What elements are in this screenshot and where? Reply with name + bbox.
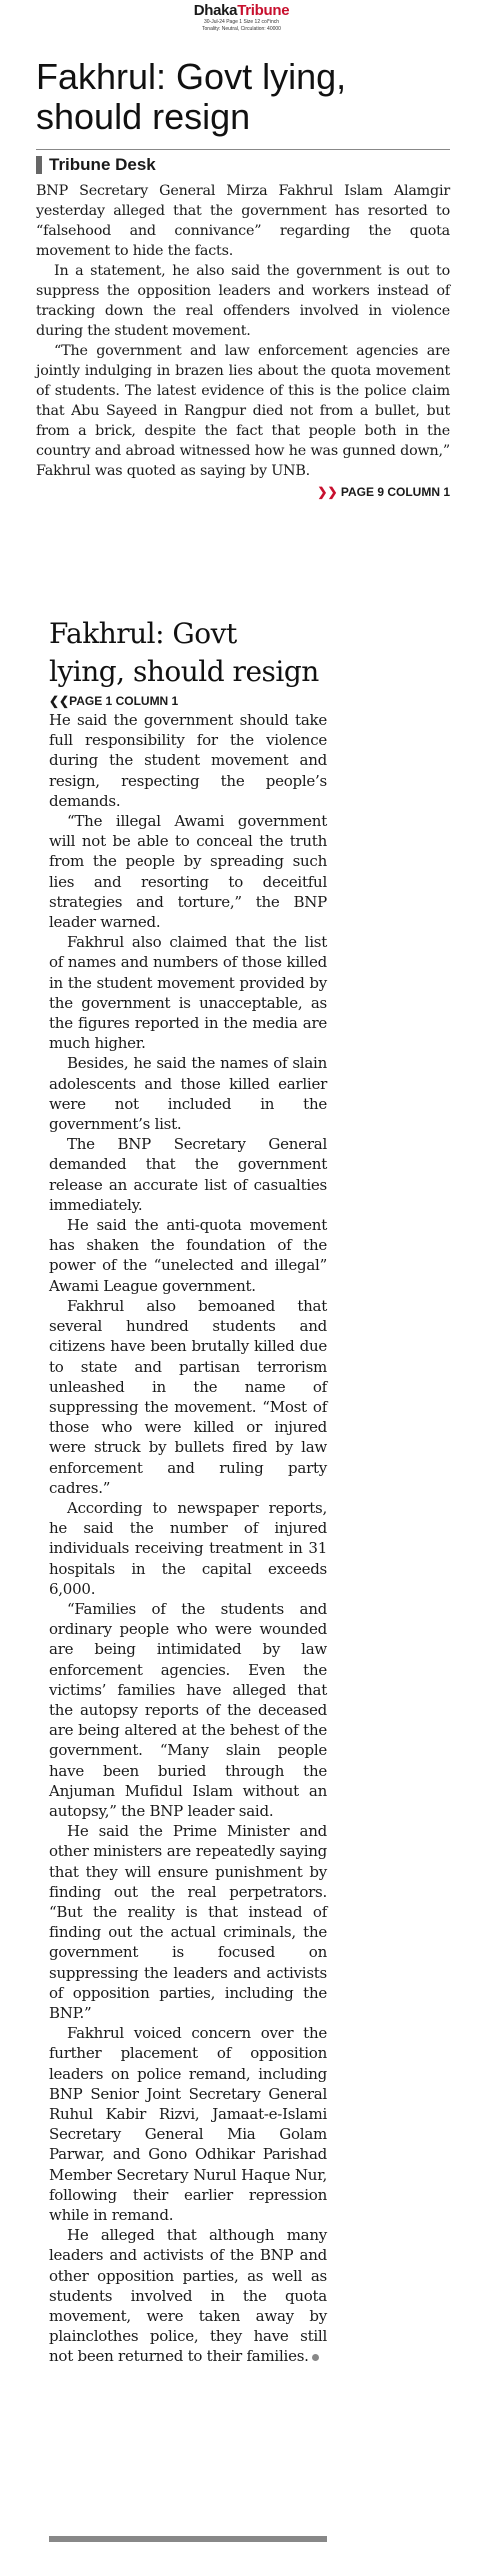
- article-front-page: [36, 57, 450, 499]
- article-paragraph: In a statement, he also said the government is out to suppress the opposition leaders and workers instead of tracking down the real offenders involved in violence during the student movement.: [36, 263, 450, 339]
- article-paragraph: He said the government should take full responsibility for the violence during the student movement and resign, respecting the people’s demands.: [49, 711, 327, 810]
- article-paragraph: BNP Secretary General Mirza Fakhrul Islam Alamgir yesterday alleged that the government has resorted to “falsehood and connivance” regarding the quota movement to hide the facts.: [36, 183, 450, 259]
- last-paragraph-text: He alleged that although many leaders and activists of the BNP and other opposition parties, as well as students involved in the quota movement, were taken away by plainclothes police, they have still not been returned to their families.: [49, 2226, 327, 2366]
- chevron-right-icon: ❯❯: [317, 485, 338, 499]
- article-paragraph: Besides, he said the names of slain adolescents and those killed earlier were not included in the government’s list.: [49, 1054, 327, 1134]
- clip-meta-line-1: 30-Jul-24 Page 1 Size 12 col*inch: [203, 19, 280, 25]
- article-paragraph: According to newspaper reports, he said the number of injured individuals receiving treatment in 31 hospitals in the capital exceeds 6,000.: [49, 1498, 327, 1598]
- continuation-headline-line-1: Fakhrul: Govt: [49, 617, 237, 650]
- article-paragraph: He said the anti-quota movement has shaken the foundation of the power of the “unelected and illegal” Awami League government.: [49, 1216, 327, 1295]
- article-paragraph: “The government and law enforcement agencies are jointly indulging in brazen lies about the quota movement of students. The latest evidence of this is the police claim that Abu Sayeed in Rangpur died not from a bullet, but from a brick, despite the fact that people both in the country and abroad witnessed how he was gunned down,” Fakhrul was quoted as saying by UNB.: [36, 343, 450, 479]
- headline-line-2: should resign: [36, 96, 251, 137]
- masthead: [0, 0, 483, 33]
- article-continuation: [49, 615, 327, 2367]
- continued-on-label: PAGE 9 COLUMN 1: [340, 485, 450, 499]
- article-paragraph: Fakhrul voiced concern over the further placement of opposition leaders on police remand, including BNP Senior Joint Secretary General Ruhul Kabir Rizvi, Jamaat-e-Islami Secretary General Mia Golam Parwar, and Gono Odhikar Parishad Member Secretary Nurul Haque Nur, following their earlier repression while in remand.: [49, 2024, 327, 2225]
- newspaper-logo: [0, 2, 483, 19]
- continued-from-label: PAGE 1 COLUMN 1: [69, 694, 179, 708]
- byline-name: Tribune Desk: [49, 155, 156, 174]
- article-paragraph: [49, 2225, 327, 2366]
- byline-bar: [36, 156, 42, 174]
- continued-from: [49, 694, 327, 708]
- headline-divider: [36, 149, 450, 150]
- article-paragraph: Fakhrul also claimed that the list of names and numbers of those killed in the student movement provided by the government is unacceptable, as the figures reported in the media are much higher.: [49, 933, 327, 1053]
- end-mark-icon: [312, 2354, 319, 2361]
- bottom-rule: [49, 2536, 327, 2542]
- chevron-left-icon: ❮❮: [49, 694, 70, 708]
- byline: [36, 155, 450, 175]
- article-paragraph: Fakhrul also bemoaned that several hundred students and citizens have been brutally killed due to state and partisan terrorism unleashed in the name of suppressing the movement. “Most of those who were killed or injured were struck by bullets fired by law enforcement and ruling party cadres.”: [49, 1296, 327, 1497]
- logo-dhaka: Dhaka: [193, 2, 238, 19]
- logo-tribune: Tribune: [237, 2, 290, 19]
- continued-on: [36, 485, 450, 499]
- continuation-headline-line-2: lying, should resign: [49, 655, 319, 688]
- article-paragraph: He said the Prime Minister and other ministers are repeatedly saying that they will ensure punishment by finding out the real perpetrators. “But the reality is that instead of finding out the actual criminals, the government is focused on suppressing the leaders and activists of opposition parties, including the BNP.”: [49, 1822, 327, 2022]
- article-paragraph: “The illegal Awami government will not be able to conceal the truth from the people by spreading such lies and resorting to deceitful strategies and torture,” the BNP leader warned.: [49, 812, 327, 932]
- continuation-headline: [49, 615, 327, 691]
- clip-meta-line-2: Tonality: Neutral, Circulation: 40000: [202, 26, 281, 32]
- headline: [36, 57, 450, 137]
- article-paragraph: The BNP Secretary General demanded that the government release an accurate list of casualties immediately.: [49, 1135, 327, 1214]
- article-paragraph: “Families of the students and ordinary people who were wounded are being intimidated by law enforcement agencies. Even the victims’ families have alleged that the autopsy reports of the deceased are being altered at the behest of the government. “Many slain people have been buried through the Anjuman Mufidul Islam without an autopsy,” the BNP leader said.: [49, 1599, 327, 1820]
- headline-line-1: Fakhrul: Govt lying,: [36, 56, 347, 97]
